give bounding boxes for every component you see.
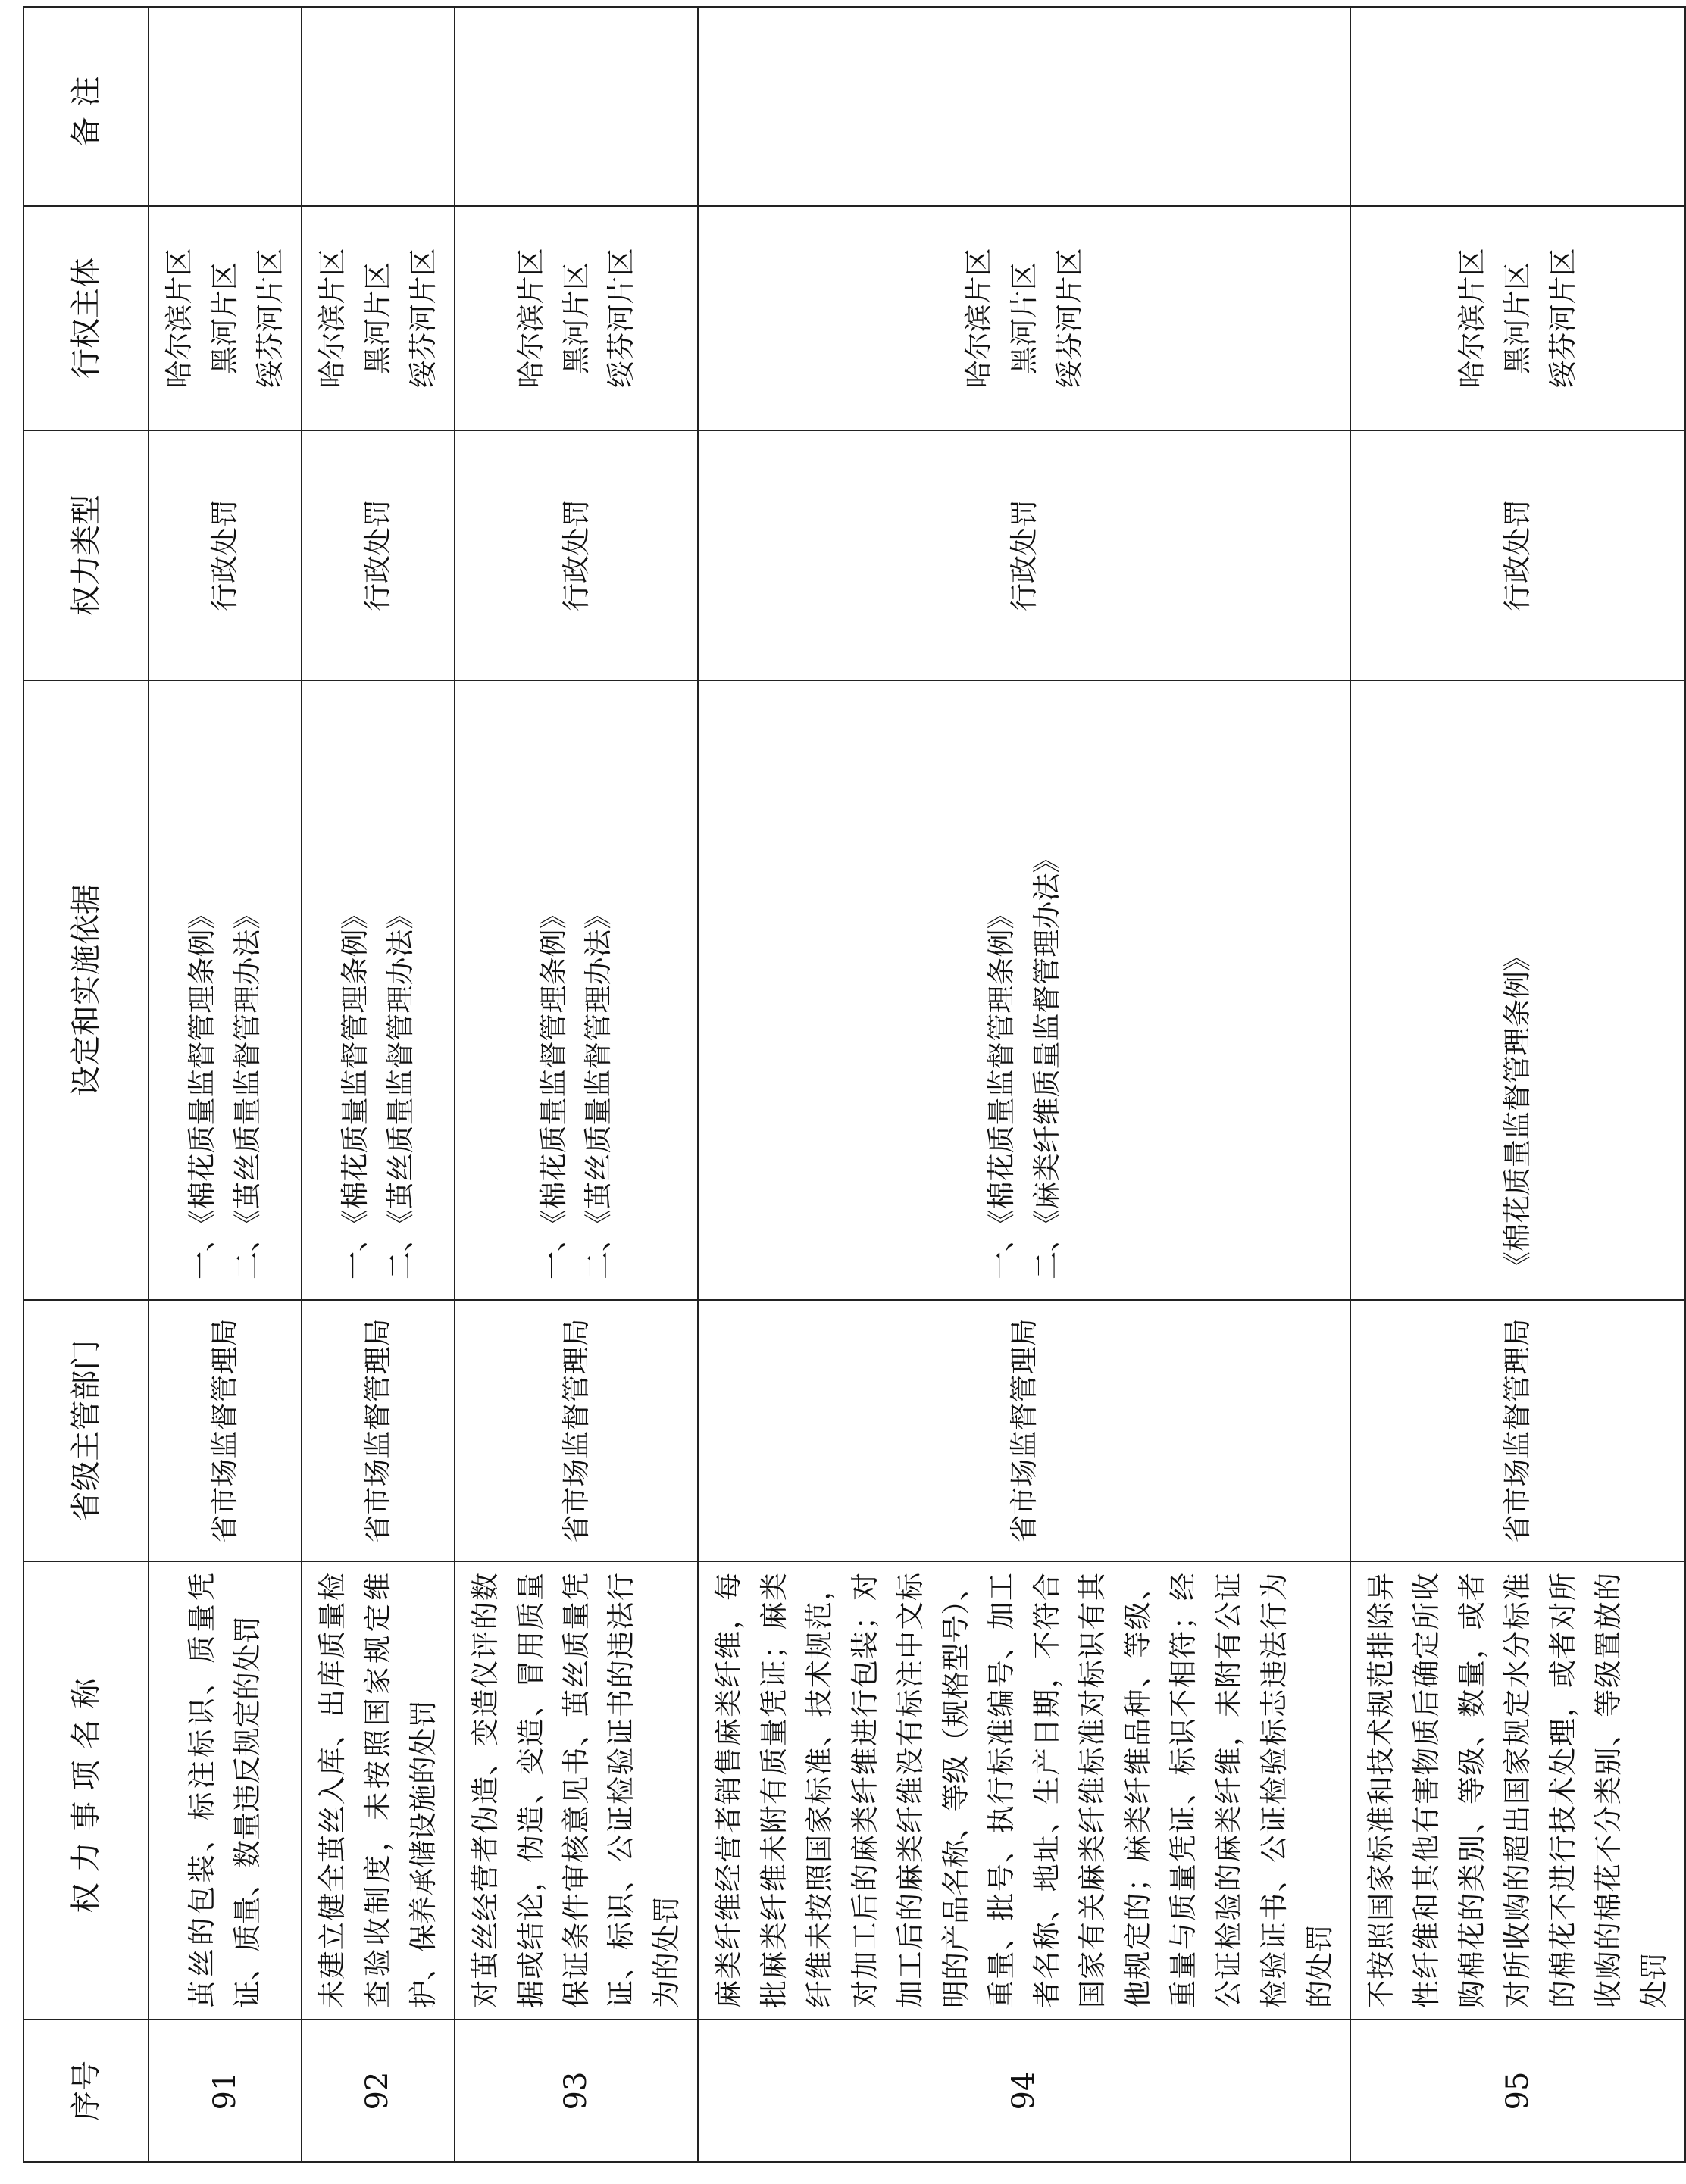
- basis-line: 二、《麻类纤维质量监督管理办法》: [1030, 845, 1063, 1279]
- basis-line: 一、《棉花质量监督管理条例》: [185, 901, 218, 1279]
- table-row: [149, 7, 302, 2162]
- row-name: 未建立健全茧丝入库、出库质量检查验收制度，未按照国家规定维护、保养承储设施的处罚: [302, 1561, 455, 2020]
- table-row: [455, 7, 699, 2162]
- row-subject: [698, 206, 1350, 430]
- row-dept: 省市场监督管理局: [302, 1300, 455, 1561]
- subject-line: 哈尔滨片区: [962, 248, 995, 389]
- row-name: 对茧丝经营者伪造、变造仪评的数据或结论，伪造、变造、冒用质量保证条件审核意见书、茧丝质量凭证、标识、公证检验证书的违法行为的处罚: [455, 1561, 699, 2020]
- row-dept: 省市场监督管理局: [1350, 1300, 1685, 1561]
- subject-line: 哈尔滨片区: [514, 248, 547, 389]
- header-note: 备注: [23, 7, 149, 206]
- header-name: 权力事项名称: [23, 1561, 149, 2020]
- power-items-table: [23, 6, 1686, 2163]
- table-row: [698, 7, 1350, 2162]
- row-seq: 92: [302, 2020, 455, 2162]
- row-subject: [149, 206, 302, 430]
- subject-line: 哈尔滨片区: [1456, 248, 1489, 389]
- row-name: 茧丝的包装、标注标识、质量凭证、质量、数量违反规定的处罚: [149, 1561, 302, 2020]
- row-note: [302, 7, 455, 206]
- row-type: 行政处罚: [698, 430, 1350, 680]
- table-row: [1350, 7, 1685, 2162]
- header-subject: 行权主体: [23, 206, 149, 430]
- row-type: 行政处罚: [455, 430, 699, 680]
- basis-line: 一、《棉花质量监督管理条例》: [984, 901, 1018, 1279]
- basis-line: 《棉花质量监督管理条例》: [1501, 943, 1534, 1279]
- row-basis: [302, 680, 455, 1300]
- header-row: [23, 7, 149, 2162]
- subject-line: 黑河片区: [1007, 262, 1040, 374]
- row-type: 行政处罚: [302, 430, 455, 680]
- row-dept: 省市场监督管理局: [149, 1300, 302, 1561]
- subject-line: 黑河片区: [208, 262, 241, 374]
- subject-line: 绥芬河片区: [1053, 248, 1086, 389]
- header-type: 权力类型: [23, 430, 149, 680]
- row-dept: 省市场监督管理局: [455, 1300, 699, 1561]
- subject-line: 黑河片区: [1501, 262, 1534, 374]
- row-seq: 94: [698, 2020, 1350, 2162]
- row-seq: 95: [1350, 2020, 1685, 2162]
- row-basis: [1350, 680, 1685, 1300]
- row-subject: [302, 206, 455, 430]
- row-name: 麻类纤维经营者销售麻类纤维，每批麻类纤维未附有质量凭证；麻类纤维未按照国家标准、技术规范，对加工后的麻类纤维进行包装；对加工后的麻类纤维没有标注中文标明的产品名称、等级（规格型号）、重量、批号、执行标准编号、加工者名称、地址、生产日期，不符合国家有关麻类纤维标准对标识有其他规定的；麻类纤维品种、等级、重量与质量凭证、标识不相符；经公证检验的麻类纤维，未附有公证检验证书、公证检验标志违法行为的处罚: [698, 1561, 1350, 2020]
- row-type: 行政处罚: [149, 430, 302, 680]
- row-seq: 93: [455, 2020, 699, 2162]
- subject-line: 黑河片区: [559, 262, 593, 374]
- row-subject: [1350, 206, 1685, 430]
- header-seq: 序号: [23, 2020, 149, 2162]
- subject-line: 绥芬河片区: [1547, 248, 1580, 389]
- subject-line: 哈尔滨片区: [163, 248, 196, 389]
- table-row: [302, 7, 455, 2162]
- header-dept: 省级主管部门: [23, 1300, 149, 1561]
- subject-line: 绥芬河片区: [605, 248, 638, 389]
- rotated-table-page: [23, 8, 1671, 2163]
- basis-line: 二、《茧丝质量监督管理办法》: [582, 901, 615, 1279]
- row-note: [698, 7, 1350, 206]
- basis-line: 二、《茧丝质量监督管理办法》: [383, 901, 417, 1279]
- row-note: [455, 7, 699, 206]
- row-name: 不按照国家标准和技术规范排除异性纤维和其他有害物质后确定所收购棉花的类别、等级、数量，或者对所收购的超出国家规定水分标准的棉花不进行技术处理，或者对所收购的棉花不分类别、等级置放的处罚: [1350, 1561, 1685, 2020]
- row-type: 行政处罚: [1350, 430, 1685, 680]
- row-dept: 省市场监督管理局: [698, 1300, 1350, 1561]
- row-subject: [455, 206, 699, 430]
- row-basis: [698, 680, 1350, 1300]
- row-seq: 91: [149, 2020, 302, 2162]
- row-basis: [455, 680, 699, 1300]
- subject-line: 绥芬河片区: [253, 248, 286, 389]
- basis-line: 二、《茧丝质量监督管理办法》: [230, 901, 264, 1279]
- basis-line: 一、《棉花质量监督管理条例》: [338, 901, 371, 1279]
- basis-line: 一、《棉花质量监督管理条例》: [536, 901, 570, 1279]
- row-note: [1350, 7, 1685, 206]
- subject-line: 哈尔滨片区: [315, 248, 349, 389]
- row-note: [149, 7, 302, 206]
- subject-line: 黑河片区: [361, 262, 394, 374]
- header-basis: 设定和实施依据: [23, 680, 149, 1300]
- row-basis: [149, 680, 302, 1300]
- subject-line: 绥芬河片区: [406, 248, 439, 389]
